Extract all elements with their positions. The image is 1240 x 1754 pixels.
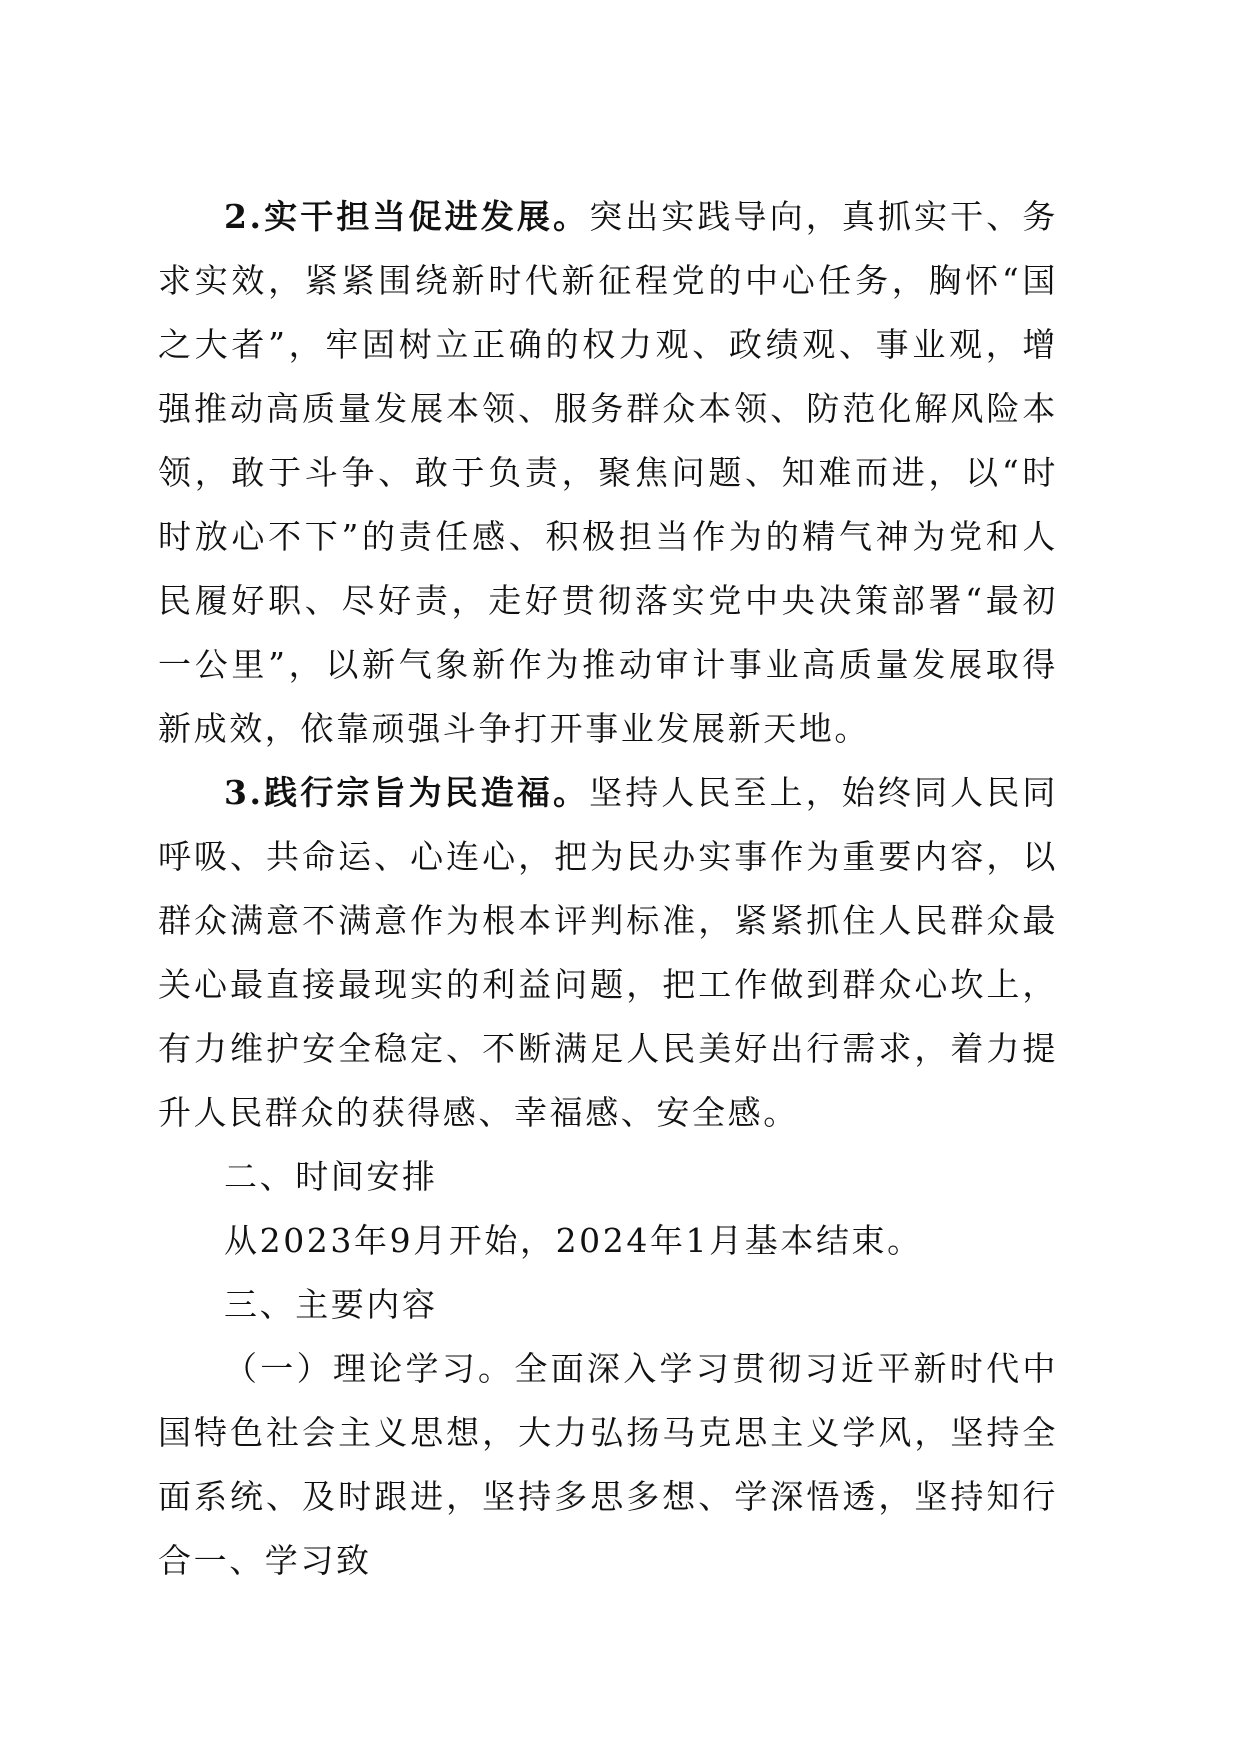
section-heading-main-content: 三、主要内容 xyxy=(224,1285,438,1324)
paragraph-text: 坚持人民至上，始终同人民同呼吸、共命运、心连心，把为民办实事作为重要内容，以群众满意不满意作为根本评判标准，紧紧抓住人民群众最关心最直接最现实的利益问题，把工作做到群众心坎上，有力维护安全稳定、不断满足人民美好出行需求，着力提升人民群众的获得感、幸福感、安全感。 xyxy=(158,773,1058,1132)
schedule-text: 从2023年9月开始，2024年1月基本结束。 xyxy=(224,1221,923,1260)
paragraph-lead: 2.实干担当促进发展。 xyxy=(224,197,590,236)
paragraph-serve-people xyxy=(158,761,1058,1145)
paragraph-text: 突出实践导向，真抓实干、务求实效，紧紧围绕新时代新征程党的中心任务，胸怀“国之大者”，牢固树立正确的权力观、政绩观、事业观，增强推动高质量发展本领、服务群众本领、防范化解风险本领，敢于斗争、敢于负责，聚焦问题、知难而进，以“时时放心不下”的责任感、积极担当作为的精气神为党和人民履好职、尽好责，走好贯彻落实党中央决策部署“最初一公里”，以新气象新作为推动审计事业高质量发展取得新成效，依靠顽强斗争打开事业发展新天地。 xyxy=(158,197,1058,748)
document-body xyxy=(158,185,1058,1593)
paragraph-practical-responsibility xyxy=(158,185,1058,761)
paragraph-theory-study: （一）理论学习。全面深入学习贯彻习近平新时代中国特色社会主义思想，大力弘扬马克思主义学风，坚持全面系统、及时跟进，坚持多思多想、学深悟透，坚持知行合一、学习致 xyxy=(158,1349,1058,1580)
section-heading-schedule: 二、时间安排 xyxy=(224,1157,438,1196)
paragraph-lead: 3.践行宗旨为民造福。 xyxy=(224,773,590,812)
